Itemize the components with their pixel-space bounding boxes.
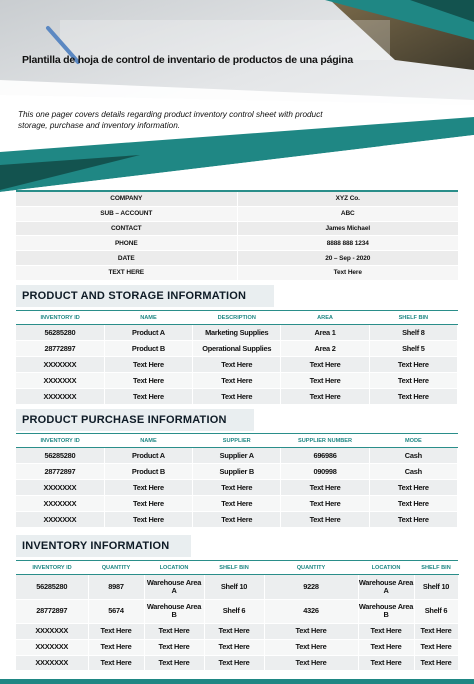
table-cell: Text Here (104, 480, 192, 496)
table-cell: 090998 (281, 464, 369, 480)
info-value: ABC (340, 210, 355, 218)
info-row-company (16, 192, 458, 207)
info-value: 8888 888 1234 (326, 239, 369, 247)
table-header-row (16, 311, 458, 325)
table-cell: Product A (104, 325, 192, 341)
table-cell: Text Here (193, 373, 281, 389)
table-row (16, 496, 458, 512)
section-title-storage: PRODUCT AND STORAGE INFORMATION (16, 285, 274, 307)
table-row (16, 639, 458, 655)
column-header: NAME (104, 311, 192, 325)
table-cell: Operational Supplies (193, 341, 281, 357)
info-value: James Michael (325, 224, 371, 232)
table-cell: XXXXXXX (16, 512, 104, 528)
table-cell: Text Here (414, 624, 458, 640)
storage-table (16, 310, 458, 405)
info-value: Text Here (333, 269, 362, 277)
table-cell: 56285280 (16, 448, 104, 464)
info-value: 20 – Sep - 2020 (325, 254, 371, 262)
table-cell: Supplier A (193, 448, 281, 464)
table-row (16, 512, 458, 528)
table-cell: XXXXXXX (16, 357, 104, 373)
column-header: NAME (104, 434, 192, 448)
table-cell: Text Here (369, 496, 457, 512)
info-row-text (16, 266, 458, 281)
table-cell: Area 1 (281, 325, 369, 341)
table-cell: Text Here (193, 357, 281, 373)
table-cell: XXXXXXX (16, 373, 104, 389)
table-row (16, 357, 458, 373)
info-label: SUB – ACCOUNT (16, 207, 238, 221)
table-cell: Warehouse Area B (358, 599, 414, 624)
table-cell: Text Here (358, 624, 414, 640)
table-cell: Text Here (281, 389, 369, 405)
table-cell: 28772897 (16, 341, 104, 357)
table-cell: Supplier B (193, 464, 281, 480)
column-header: SHELF BIN (369, 311, 457, 325)
table-cell: Shelf 5 (369, 341, 457, 357)
section-title-purchase: PRODUCT PURCHASE INFORMATION (16, 409, 254, 431)
column-header: MODE (369, 434, 457, 448)
info-label: COMPANY (16, 192, 238, 206)
table-cell: Text Here (264, 639, 358, 655)
inventory-table (16, 560, 459, 671)
info-row-date (16, 251, 458, 266)
table-cell: Text Here (144, 639, 204, 655)
table-cell: Text Here (369, 389, 457, 405)
column-header: SHELF BIN (204, 561, 264, 575)
page-subtitle: This one pager covers details regarding product inventory control sheet with product storage, purchase and inventory information. (18, 110, 323, 130)
table-cell: 8987 (88, 575, 144, 600)
table-header-row (16, 434, 458, 448)
column-header: INVENTORY ID (16, 561, 88, 575)
table-cell: Text Here (281, 373, 369, 389)
table-cell: Text Here (104, 512, 192, 528)
table-row (16, 464, 458, 480)
table-row (16, 341, 458, 357)
section-title-inventory: INVENTORY INFORMATION (16, 535, 191, 557)
table-row (16, 599, 458, 624)
table-cell: Cash (369, 464, 457, 480)
info-label: DATE (16, 251, 238, 265)
info-row-sub-account (16, 207, 458, 222)
table-cell: Text Here (88, 624, 144, 640)
table-cell: Text Here (104, 496, 192, 512)
table-cell: 56285280 (16, 575, 88, 600)
column-header: QUANTITY (264, 561, 358, 575)
table-cell: Shelf 10 (414, 575, 458, 600)
table-cell: Text Here (104, 389, 192, 405)
company-info-table (16, 190, 458, 281)
footer-accent-bar (0, 679, 474, 684)
table-cell: Text Here (204, 624, 264, 640)
page-title: Plantilla de hoja de control de inventario de productos de una página (22, 54, 353, 66)
table-cell: Text Here (369, 373, 457, 389)
table-row (16, 624, 458, 640)
table-cell: Shelf 6 (414, 599, 458, 624)
table-cell: Warehouse Area B (144, 599, 204, 624)
column-header: INVENTORY ID (16, 434, 104, 448)
info-label: TEXT HERE (16, 266, 238, 280)
info-label: PHONE (16, 236, 238, 250)
column-header: INVENTORY ID (16, 311, 104, 325)
table-cell: XXXXXXX (16, 624, 88, 640)
table-cell: 9228 (264, 575, 358, 600)
table-row (16, 373, 458, 389)
info-row-phone (16, 236, 458, 251)
info-value: XYZ Co. (335, 195, 360, 203)
table-row (16, 448, 458, 464)
table-cell: Text Here (104, 373, 192, 389)
table-cell: Shelf 6 (204, 599, 264, 624)
table-cell: Text Here (369, 480, 457, 496)
header-banner (0, 0, 474, 200)
table-row (16, 325, 458, 341)
table-cell: XXXXXXX (16, 639, 88, 655)
table-header-row (16, 561, 458, 575)
column-header: SUPPLIER (193, 434, 281, 448)
table-cell: Text Here (281, 512, 369, 528)
banner-graphic (0, 0, 474, 200)
table-cell: Warehouse Area A (358, 575, 414, 600)
table-cell: Text Here (414, 639, 458, 655)
table-row (16, 575, 458, 600)
table-cell: 28772897 (16, 599, 88, 624)
table-cell: Area 2 (281, 341, 369, 357)
column-header: QUANTITY (88, 561, 144, 575)
table-cell: Text Here (369, 512, 457, 528)
table-row (16, 389, 458, 405)
table-cell: Text Here (281, 480, 369, 496)
table-cell: Text Here (193, 389, 281, 405)
table-cell: Text Here (88, 639, 144, 655)
column-header: AREA (281, 311, 369, 325)
table-cell: Text Here (358, 639, 414, 655)
table-cell: Text Here (204, 655, 264, 671)
table-cell: Text Here (144, 624, 204, 640)
table-cell: Text Here (88, 655, 144, 671)
table-cell: Marketing Supplies (193, 325, 281, 341)
column-header: LOCATION (144, 561, 204, 575)
table-cell: 28772897 (16, 464, 104, 480)
info-row-contact (16, 222, 458, 237)
table-cell: Shelf 10 (204, 575, 264, 600)
table-cell: Product B (104, 464, 192, 480)
table-cell: Cash (369, 448, 457, 464)
table-cell: XXXXXXX (16, 389, 104, 405)
purchase-table (16, 433, 458, 528)
table-cell: 56285280 (16, 325, 104, 341)
column-header: SHELF BIN (414, 561, 458, 575)
table-cell: 4326 (264, 599, 358, 624)
table-cell: Text Here (193, 480, 281, 496)
column-header: DESCRIPTION (193, 311, 281, 325)
table-cell: XXXXXXX (16, 655, 88, 671)
column-header: LOCATION (358, 561, 414, 575)
table-cell: Product A (104, 448, 192, 464)
table-cell: Warehouse Area A (144, 575, 204, 600)
table-cell: XXXXXXX (16, 480, 104, 496)
table-cell: Text Here (193, 496, 281, 512)
table-cell: Text Here (414, 655, 458, 671)
table-cell: Text Here (281, 496, 369, 512)
table-cell: Text Here (204, 639, 264, 655)
column-header: SUPPLIER NUMBER (281, 434, 369, 448)
table-cell: Text Here (193, 512, 281, 528)
table-row (16, 480, 458, 496)
table-cell: Text Here (264, 655, 358, 671)
table-cell: Text Here (369, 357, 457, 373)
table-cell: Text Here (144, 655, 204, 671)
info-label: CONTACT (16, 222, 238, 236)
table-cell: Text Here (264, 624, 358, 640)
table-cell: Product B (104, 341, 192, 357)
table-row (16, 655, 458, 671)
table-cell: Text Here (358, 655, 414, 671)
table-cell: Text Here (281, 357, 369, 373)
table-cell: XXXXXXX (16, 496, 104, 512)
table-cell: Shelf 8 (369, 325, 457, 341)
table-cell: 5674 (88, 599, 144, 624)
table-cell: 696986 (281, 448, 369, 464)
table-cell: Text Here (104, 357, 192, 373)
